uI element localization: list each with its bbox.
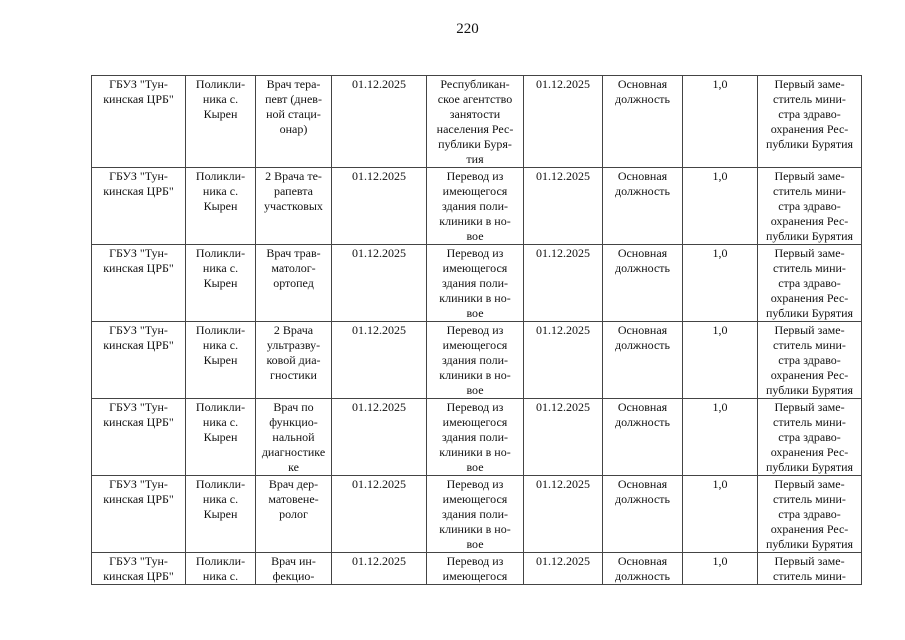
cell-start-date: 01.12.2025	[524, 76, 603, 168]
cell-responsible: Первый заме- ститель мини- стра здраво- охранения Рес- публики Бурятия	[758, 399, 862, 476]
table-row	[92, 399, 862, 476]
cell-responsible: Первый заме- ститель мини- стра здраво- охранения Рес- публики Бурятия	[758, 168, 862, 245]
cell-institution: ГБУЗ "Тун- кинская ЦРБ"	[92, 553, 186, 585]
cell-responsible: Первый заме- ститель мини- стра здраво- охранения Рес- публики Бурятия	[758, 245, 862, 322]
table-row	[92, 476, 862, 553]
cell-start-date: 01.12.2025	[524, 322, 603, 399]
cell-source: Перевод из имеющегося здания поли- клиники в но- вое	[427, 476, 524, 553]
cell-subdivision: Поликли- ника с. Кырен	[186, 322, 256, 399]
cell-subdivision: Поликли- ника с. Кырен	[186, 168, 256, 245]
cell-rate: 1,0	[683, 553, 758, 585]
table-row	[92, 553, 862, 585]
cell-position: 2 Врача те- рапевта участковых	[256, 168, 332, 245]
cell-opening-date: 01.12.2025	[332, 245, 427, 322]
cell-responsible: Первый заме- ститель мини- стра здраво- охранения Рес- публики Бурятия	[758, 476, 862, 553]
cell-start-date: 01.12.2025	[524, 476, 603, 553]
cell-institution: ГБУЗ "Тун- кинская ЦРБ"	[92, 476, 186, 553]
cell-opening-date: 01.12.2025	[332, 168, 427, 245]
cell-source: Республикан- ское агентство занятости населения Рес- публики Буря- тия	[427, 76, 524, 168]
cell-source: Перевод из имеющегося	[427, 553, 524, 585]
table-row	[92, 76, 862, 168]
cell-rate: 1,0	[683, 399, 758, 476]
table-row	[92, 245, 862, 322]
cell-source: Перевод из имеющегося здания поли- клиники в но- вое	[427, 399, 524, 476]
cell-subdivision: Поликли- ника с. Кырен	[186, 399, 256, 476]
cell-opening-date: 01.12.2025	[332, 76, 427, 168]
cell-opening-date: 01.12.2025	[332, 399, 427, 476]
cell-opening-date: 01.12.2025	[332, 553, 427, 585]
cell-rate: 1,0	[683, 168, 758, 245]
cell-institution: ГБУЗ "Тун- кинская ЦРБ"	[92, 168, 186, 245]
cell-position: Врач ин- фекцио-	[256, 553, 332, 585]
table-row	[92, 168, 862, 245]
cell-position: Врач тера- певт (днев- ной стаци- онар)	[256, 76, 332, 168]
cell-job-type: Основная должность	[603, 399, 683, 476]
cell-source: Перевод из имеющегося здания поли- клиники в но- вое	[427, 322, 524, 399]
cell-responsible: Первый заме- ститель мини-	[758, 553, 862, 585]
cell-institution: ГБУЗ "Тун- кинская ЦРБ"	[92, 399, 186, 476]
cell-job-type: Основная должность	[603, 168, 683, 245]
cell-rate: 1,0	[683, 322, 758, 399]
page-number: 220	[456, 21, 479, 37]
cell-responsible: Первый заме- ститель мини- стра здраво- охранения Рес- публики Бурятия	[758, 76, 862, 168]
cell-subdivision: Поликли- ника с. Кырен	[186, 245, 256, 322]
cell-subdivision: Поликли- ника с. Кырен	[186, 476, 256, 553]
cell-opening-date: 01.12.2025	[332, 322, 427, 399]
cell-subdivision: Поликли- ника с. Кырен	[186, 76, 256, 168]
cell-job-type: Основная должность	[603, 245, 683, 322]
cell-institution: ГБУЗ "Тун- кинская ЦРБ"	[92, 245, 186, 322]
cell-start-date: 01.12.2025	[524, 553, 603, 585]
cell-source: Перевод из имеющегося здания поли- клиники в но- вое	[427, 245, 524, 322]
cell-rate: 1,0	[683, 245, 758, 322]
table-row	[92, 322, 862, 399]
cell-position: Врач дер- матовене- ролог	[256, 476, 332, 553]
cell-job-type: Основная должность	[603, 476, 683, 553]
cell-start-date: 01.12.2025	[524, 168, 603, 245]
cell-position: Врач трав- матолог- ортопед	[256, 245, 332, 322]
cell-source: Перевод из имеющегося здания поли- клиники в но- вое	[427, 168, 524, 245]
cell-subdivision: Поликли- ника с.	[186, 553, 256, 585]
cell-opening-date: 01.12.2025	[332, 476, 427, 553]
cell-job-type: Основная должность	[603, 322, 683, 399]
cell-start-date: 01.12.2025	[524, 399, 603, 476]
cell-institution: ГБУЗ "Тун- кинская ЦРБ"	[92, 76, 186, 168]
cell-rate: 1,0	[683, 76, 758, 168]
cell-position: Врач по функцио- нальной диагностике ке	[256, 399, 332, 476]
cell-institution: ГБУЗ "Тун- кинская ЦРБ"	[92, 322, 186, 399]
staff-table	[91, 75, 862, 585]
cell-job-type: Основная должность	[603, 76, 683, 168]
cell-start-date: 01.12.2025	[524, 245, 603, 322]
cell-responsible: Первый заме- ститель мини- стра здраво- охранения Рес- публики Бурятия	[758, 322, 862, 399]
cell-position: 2 Врача ультразву- ковой диа- гностики	[256, 322, 332, 399]
cell-rate: 1,0	[683, 476, 758, 553]
cell-job-type: Основная должность	[603, 553, 683, 585]
